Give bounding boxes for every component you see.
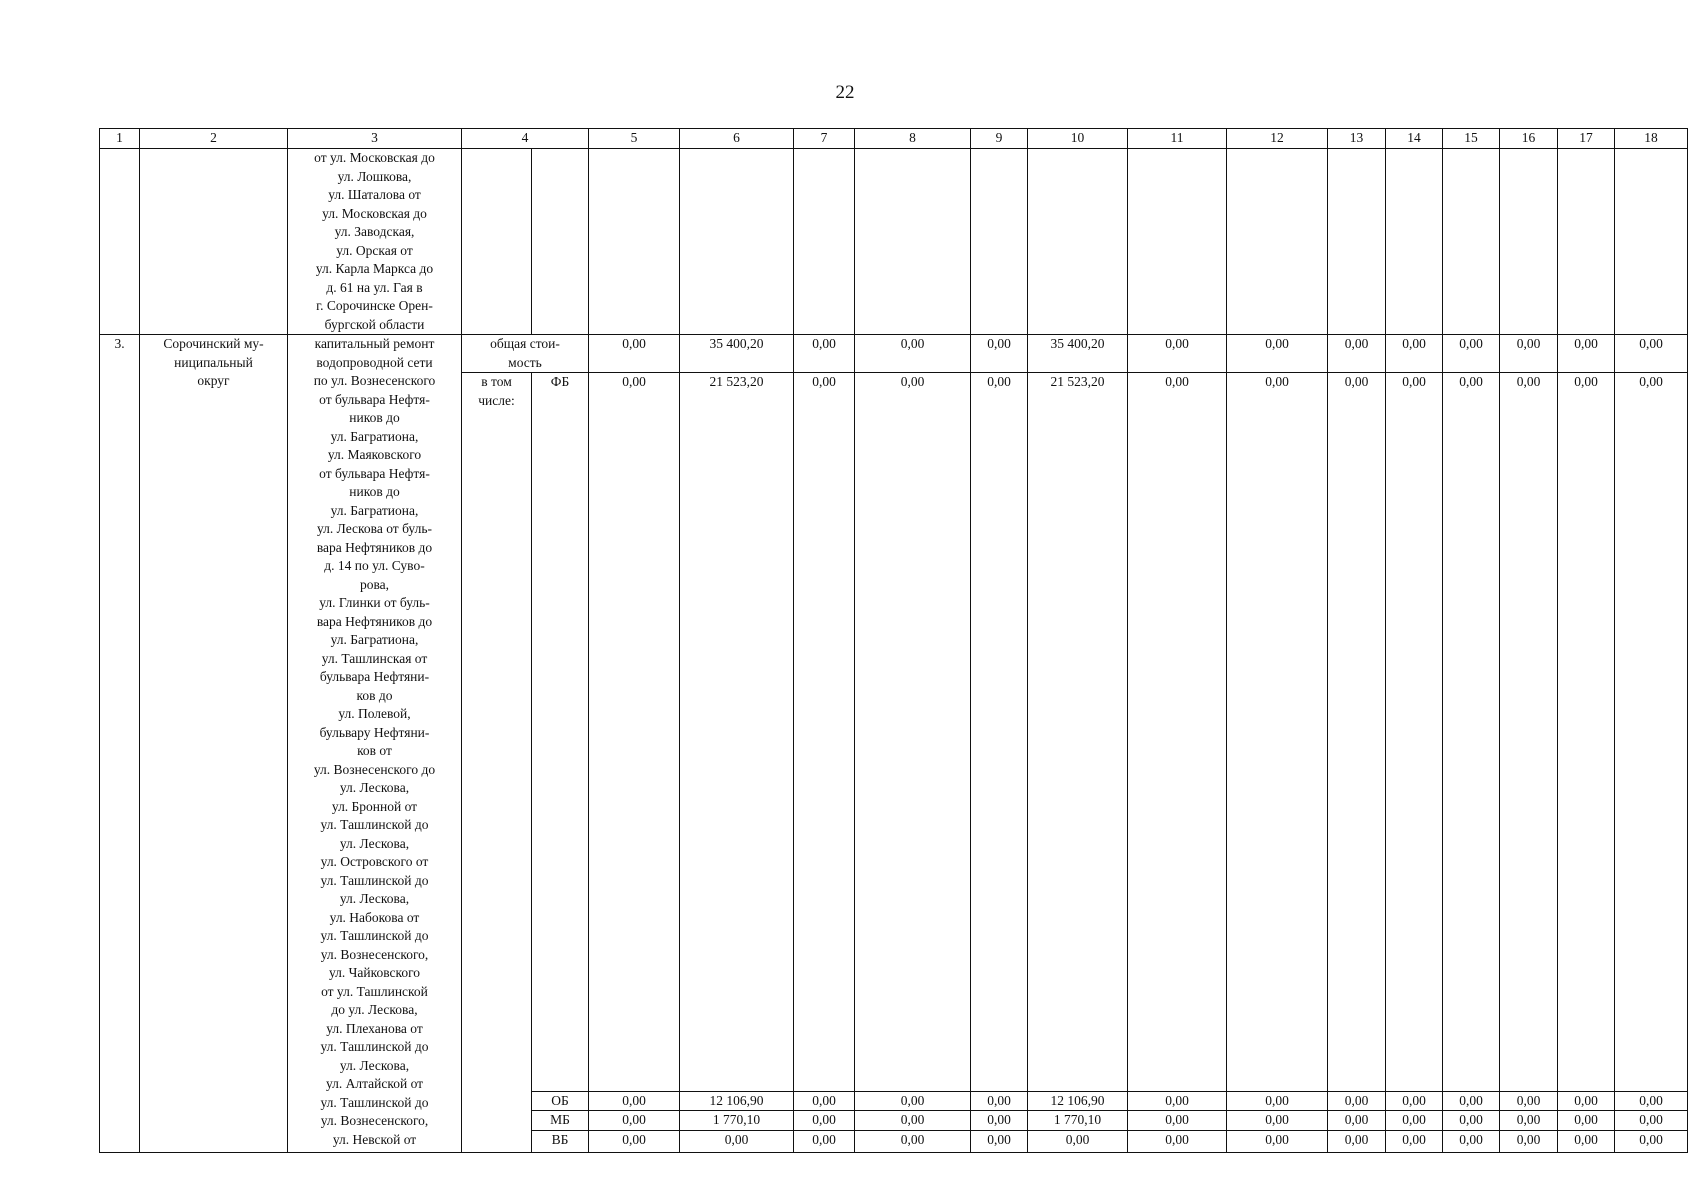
value-cell: 0,00 [794, 1130, 855, 1153]
value-cell: 35 400,20 [680, 335, 794, 373]
value-cell: 0,00 [1128, 1091, 1227, 1111]
value-cell: 0,00 [1386, 1111, 1443, 1131]
value-cell: 0,00 [589, 373, 680, 1092]
value-cell: 0,00 [1500, 373, 1558, 1092]
empty-cell [532, 149, 589, 335]
header-cell: 1 [100, 129, 140, 149]
value-cell: 0,00 [1615, 1111, 1688, 1131]
value-cell: 0,00 [855, 1091, 971, 1111]
header-cell: 5 [589, 129, 680, 149]
value-cell: 12 106,90 [1028, 1091, 1128, 1111]
row-number: 3. [100, 335, 140, 1153]
page-number: 22 [835, 82, 855, 103]
including-label: в том числе: [462, 373, 532, 1153]
municipality-cell: Сорочинский му- ниципальный округ [140, 335, 288, 1153]
header-cell: 17 [1558, 129, 1615, 149]
header-cell: 10 [1028, 129, 1128, 149]
value-cell: 0,00 [971, 1111, 1028, 1131]
header-cell: 14 [1386, 129, 1443, 149]
value-cell: 0,00 [1500, 1111, 1558, 1131]
empty-cell [1615, 149, 1688, 335]
value-cell: 0,00 [1558, 1130, 1615, 1153]
value-cell: 0,00 [855, 373, 971, 1092]
value-cell: 0,00 [855, 1111, 971, 1131]
value-cell: 0,00 [855, 335, 971, 373]
value-cell: 0,00 [1615, 1091, 1688, 1111]
value-cell: 0,00 [794, 1111, 855, 1131]
value-cell: 1 770,10 [680, 1111, 794, 1131]
header-cell: 8 [855, 129, 971, 149]
value-cell: 0,00 [1128, 335, 1227, 373]
empty-cell [680, 149, 794, 335]
header-row [100, 129, 1688, 149]
value-cell: 0,00 [1443, 1091, 1500, 1111]
value-cell: 0,00 [1558, 373, 1615, 1092]
empty-cell [1443, 149, 1500, 335]
source-label: ФБ [532, 373, 589, 1092]
empty-cell [971, 149, 1028, 335]
value-cell: 0,00 [1328, 1111, 1386, 1131]
value-cell: 0,00 [971, 1091, 1028, 1111]
total-label: общая стои- мость [462, 335, 589, 373]
value-cell: 0,00 [794, 1091, 855, 1111]
data-table [99, 128, 1688, 1153]
value-cell: 0,00 [1328, 1091, 1386, 1111]
empty-cell [1227, 149, 1328, 335]
header-cell: 7 [794, 129, 855, 149]
header-cell: 15 [1443, 129, 1500, 149]
value-cell: 0,00 [1386, 1091, 1443, 1111]
empty-cell [1386, 149, 1443, 335]
value-cell: 0,00 [680, 1130, 794, 1153]
value-cell: 0,00 [1227, 335, 1328, 373]
value-cell: 0,00 [1500, 1130, 1558, 1153]
header-cell: 12 [1227, 129, 1328, 149]
value-cell: 0,00 [1443, 1111, 1500, 1131]
value-cell: 0,00 [1386, 373, 1443, 1092]
empty-cell [589, 149, 680, 335]
value-cell: 0,00 [1328, 335, 1386, 373]
header-cell: 11 [1128, 129, 1227, 149]
value-cell: 0,00 [589, 1111, 680, 1131]
header-cell: 6 [680, 129, 794, 149]
value-cell: 0,00 [1227, 1130, 1328, 1153]
empty-cell [100, 149, 140, 335]
value-cell: 0,00 [1328, 1130, 1386, 1153]
header-cell: 13 [1328, 129, 1386, 149]
value-cell: 0,00 [1443, 373, 1500, 1092]
empty-cell [1558, 149, 1615, 335]
address-cell: капитальный ремонт водопроводной сети по ул. Вознесенского от бульвара Нефтя- ников до ул. Багратиона, ул. Маяковского от бульвара Нефтя- ников до ул. Багратиона, ул. Лескова от буль- вара Нефтяников до д. 14 по ул. Суво- рова, ул. Глинки от буль- вара Нефтяников до ул. Багратиона, ул. Ташлинская от бульвара Нефтяни- ков до ул. Полевой, бульвару Нефтяни- ков от ул. Вознесенского до ул. Лескова, ул. Бронной от ул. Ташлинской до ул. Лескова, ул. Островского от ул. Ташлинской до ул. Лескова, ул. Набокова от ул. Ташлинской до ул. Вознесенского, ул. Чайковского от ул. Ташлинской до ул. Лескова, ул. Плеханова от ул. Ташлинской до ул. Лескова, ул. Алтайской от ул. Ташлинской до ул. Вознесенского, ул. Невской от [288, 335, 462, 1153]
empty-cell [462, 149, 532, 335]
value-cell: 0,00 [589, 335, 680, 373]
total-row [100, 335, 1688, 373]
empty-cell [855, 149, 971, 335]
header-cell: 4 [462, 129, 589, 149]
header-cell: 16 [1500, 129, 1558, 149]
value-cell: 0,00 [971, 335, 1028, 373]
value-cell: 0,00 [1558, 335, 1615, 373]
continuation-row [100, 149, 1688, 335]
value-cell: 0,00 [1615, 335, 1688, 373]
value-cell: 0,00 [1128, 1111, 1227, 1131]
value-cell: 21 523,20 [680, 373, 794, 1092]
value-cell: 12 106,90 [680, 1091, 794, 1111]
header-cell: 3 [288, 129, 462, 149]
header-cell: 18 [1615, 129, 1688, 149]
value-cell: 35 400,20 [1028, 335, 1128, 373]
value-cell: 0,00 [1227, 373, 1328, 1092]
value-cell: 0,00 [971, 373, 1028, 1092]
header-cell: 9 [971, 129, 1028, 149]
value-cell: 1 770,10 [1028, 1111, 1128, 1131]
value-cell: 0,00 [589, 1091, 680, 1111]
value-cell: 0,00 [1443, 335, 1500, 373]
header-cell: 2 [140, 129, 288, 149]
value-cell: 0,00 [1558, 1091, 1615, 1111]
empty-cell [794, 149, 855, 335]
address-cell: от ул. Московская до ул. Лошкова, ул. Шаталова от ул. Московская до ул. Заводская, ул. Орская от ул. Карла Маркса до д. 61 на ул. Гая в г. Сорочинске Орен- бургской области [288, 149, 462, 335]
value-cell: 0,00 [1500, 1091, 1558, 1111]
source-label: ВБ [532, 1130, 589, 1153]
value-cell: 0,00 [1227, 1091, 1328, 1111]
value-cell: 0,00 [1500, 335, 1558, 373]
source-label: ОБ [532, 1091, 589, 1111]
empty-cell [140, 149, 288, 335]
value-cell: 0,00 [971, 1130, 1028, 1153]
value-cell: 0,00 [1128, 1130, 1227, 1153]
value-cell: 0,00 [1558, 1111, 1615, 1131]
value-cell: 0,00 [1443, 1130, 1500, 1153]
value-cell: 0,00 [855, 1130, 971, 1153]
value-cell: 0,00 [794, 373, 855, 1092]
value-cell: 0,00 [1028, 1130, 1128, 1153]
value-cell: 0,00 [1386, 1130, 1443, 1153]
value-cell: 0,00 [1386, 335, 1443, 373]
value-cell: 0,00 [1128, 373, 1227, 1092]
empty-cell [1128, 149, 1227, 335]
empty-cell [1328, 149, 1386, 335]
empty-cell [1028, 149, 1128, 335]
value-cell: 0,00 [589, 1130, 680, 1153]
value-cell: 0,00 [1227, 1111, 1328, 1131]
value-cell: 0,00 [1615, 1130, 1688, 1153]
value-cell: 0,00 [1328, 373, 1386, 1092]
value-cell: 21 523,20 [1028, 373, 1128, 1092]
empty-cell [1500, 149, 1558, 335]
value-cell: 0,00 [794, 335, 855, 373]
source-label: МБ [532, 1111, 589, 1131]
value-cell: 0,00 [1615, 373, 1688, 1092]
